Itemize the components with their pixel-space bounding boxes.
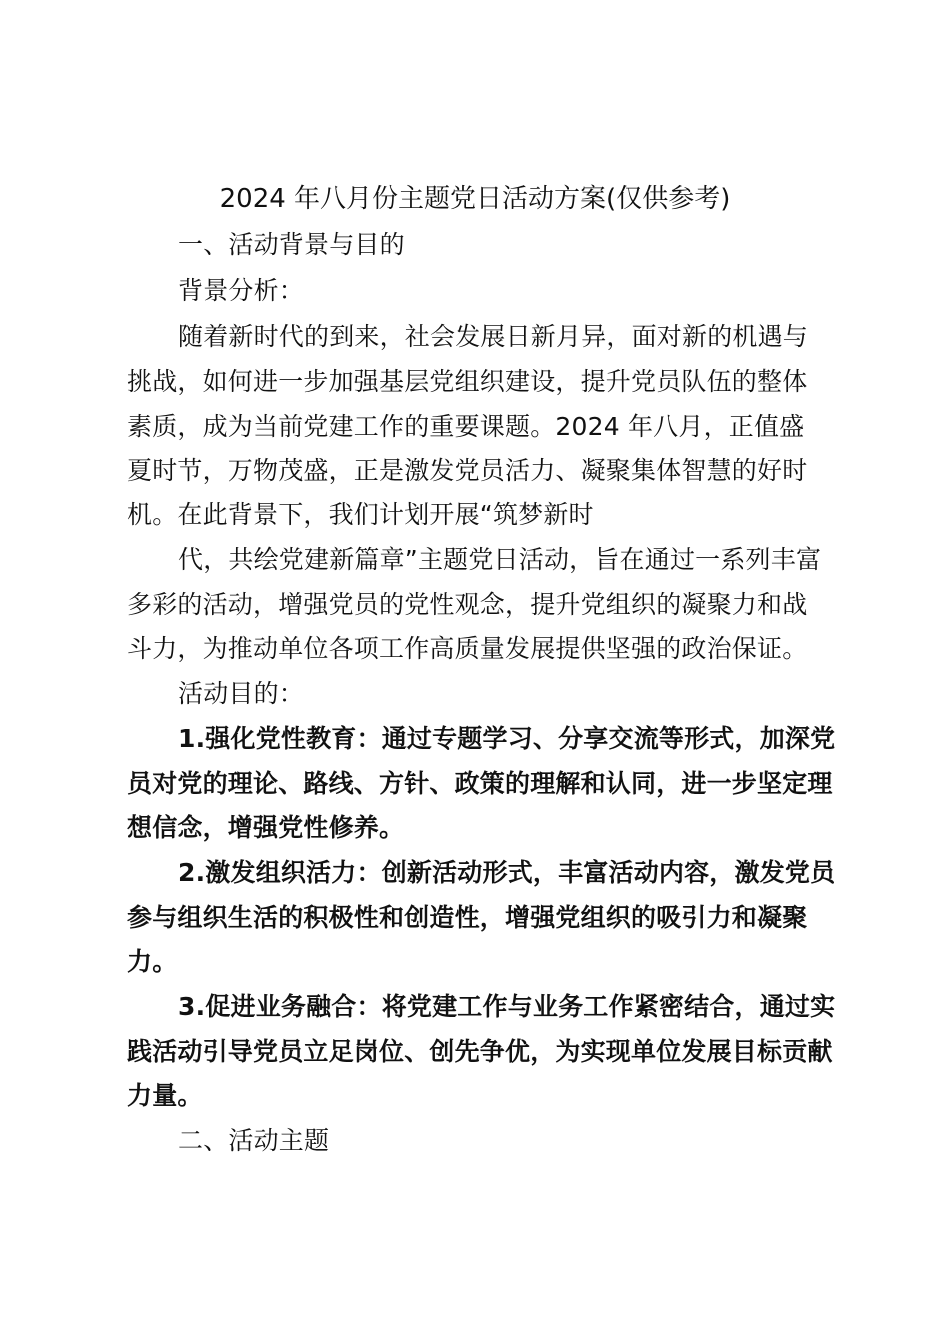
paragraph-line: 多彩的活动，增强党员的党性观念，提升党组织的凝聚力和战 [127,590,808,619]
goals-label: 活动目的： [178,679,305,708]
document-title: 2024 年八月份主题党日活动方案(仅供参考) [219,184,731,214]
paragraph-line: 代，共绘党建新篇章”主题党日活动，旨在通过一系列丰富 [178,545,822,574]
paragraph-line: 素质，成为当前党建工作的重要课题。2024 年八月，正值盛 [127,412,805,441]
paragraph-line: 挑战，如何进一步加强基层党组织建设，提升党员队伍的整体 [127,367,808,396]
goal-line: 力。 [127,947,178,976]
paragraph-line: 随着新时代的到来，社会发展日新月异，面对新的机遇与 [178,322,809,351]
paragraph-line: 斗力，为推动单位各项工作高质量发展提供坚强的政治保证。 [127,634,808,663]
goal-line: 想信念，增强党性修养。 [127,813,405,842]
goal-line: 践活动引导党员立足岗位、创先争优，为实现单位发展目标贡献 [127,1037,833,1066]
goal-line: 1.强化党性教育：通过专题学习、分享交流等形式，加深党 [178,724,836,753]
paragraph-line: 夏时节，万物茂盛，正是激发党员活力、凝聚集体智慧的好时 [127,456,808,485]
paragraph-line: 机。在此背景下，我们计划开展“筑梦新时 [127,500,594,529]
goal-line: 2.激发组织活力：创新活动形式，丰富活动内容，激发党员 [178,858,836,887]
goal-line: 参与组织生活的积极性和创造性，增强党组织的吸引力和凝聚 [127,903,808,932]
section-heading-2: 二、活动主题 [178,1126,330,1155]
background-label: 背景分析： [178,276,305,305]
goal-line: 3.促进业务融合：将党建工作与业务工作紧密结合，通过实 [178,992,836,1021]
section-heading-1: 一、活动背景与目的 [178,230,405,259]
goal-line: 力量。 [127,1081,203,1110]
goal-line: 员对党的理论、路线、方针、政策的理解和认同，进一步坚定理 [127,769,833,798]
